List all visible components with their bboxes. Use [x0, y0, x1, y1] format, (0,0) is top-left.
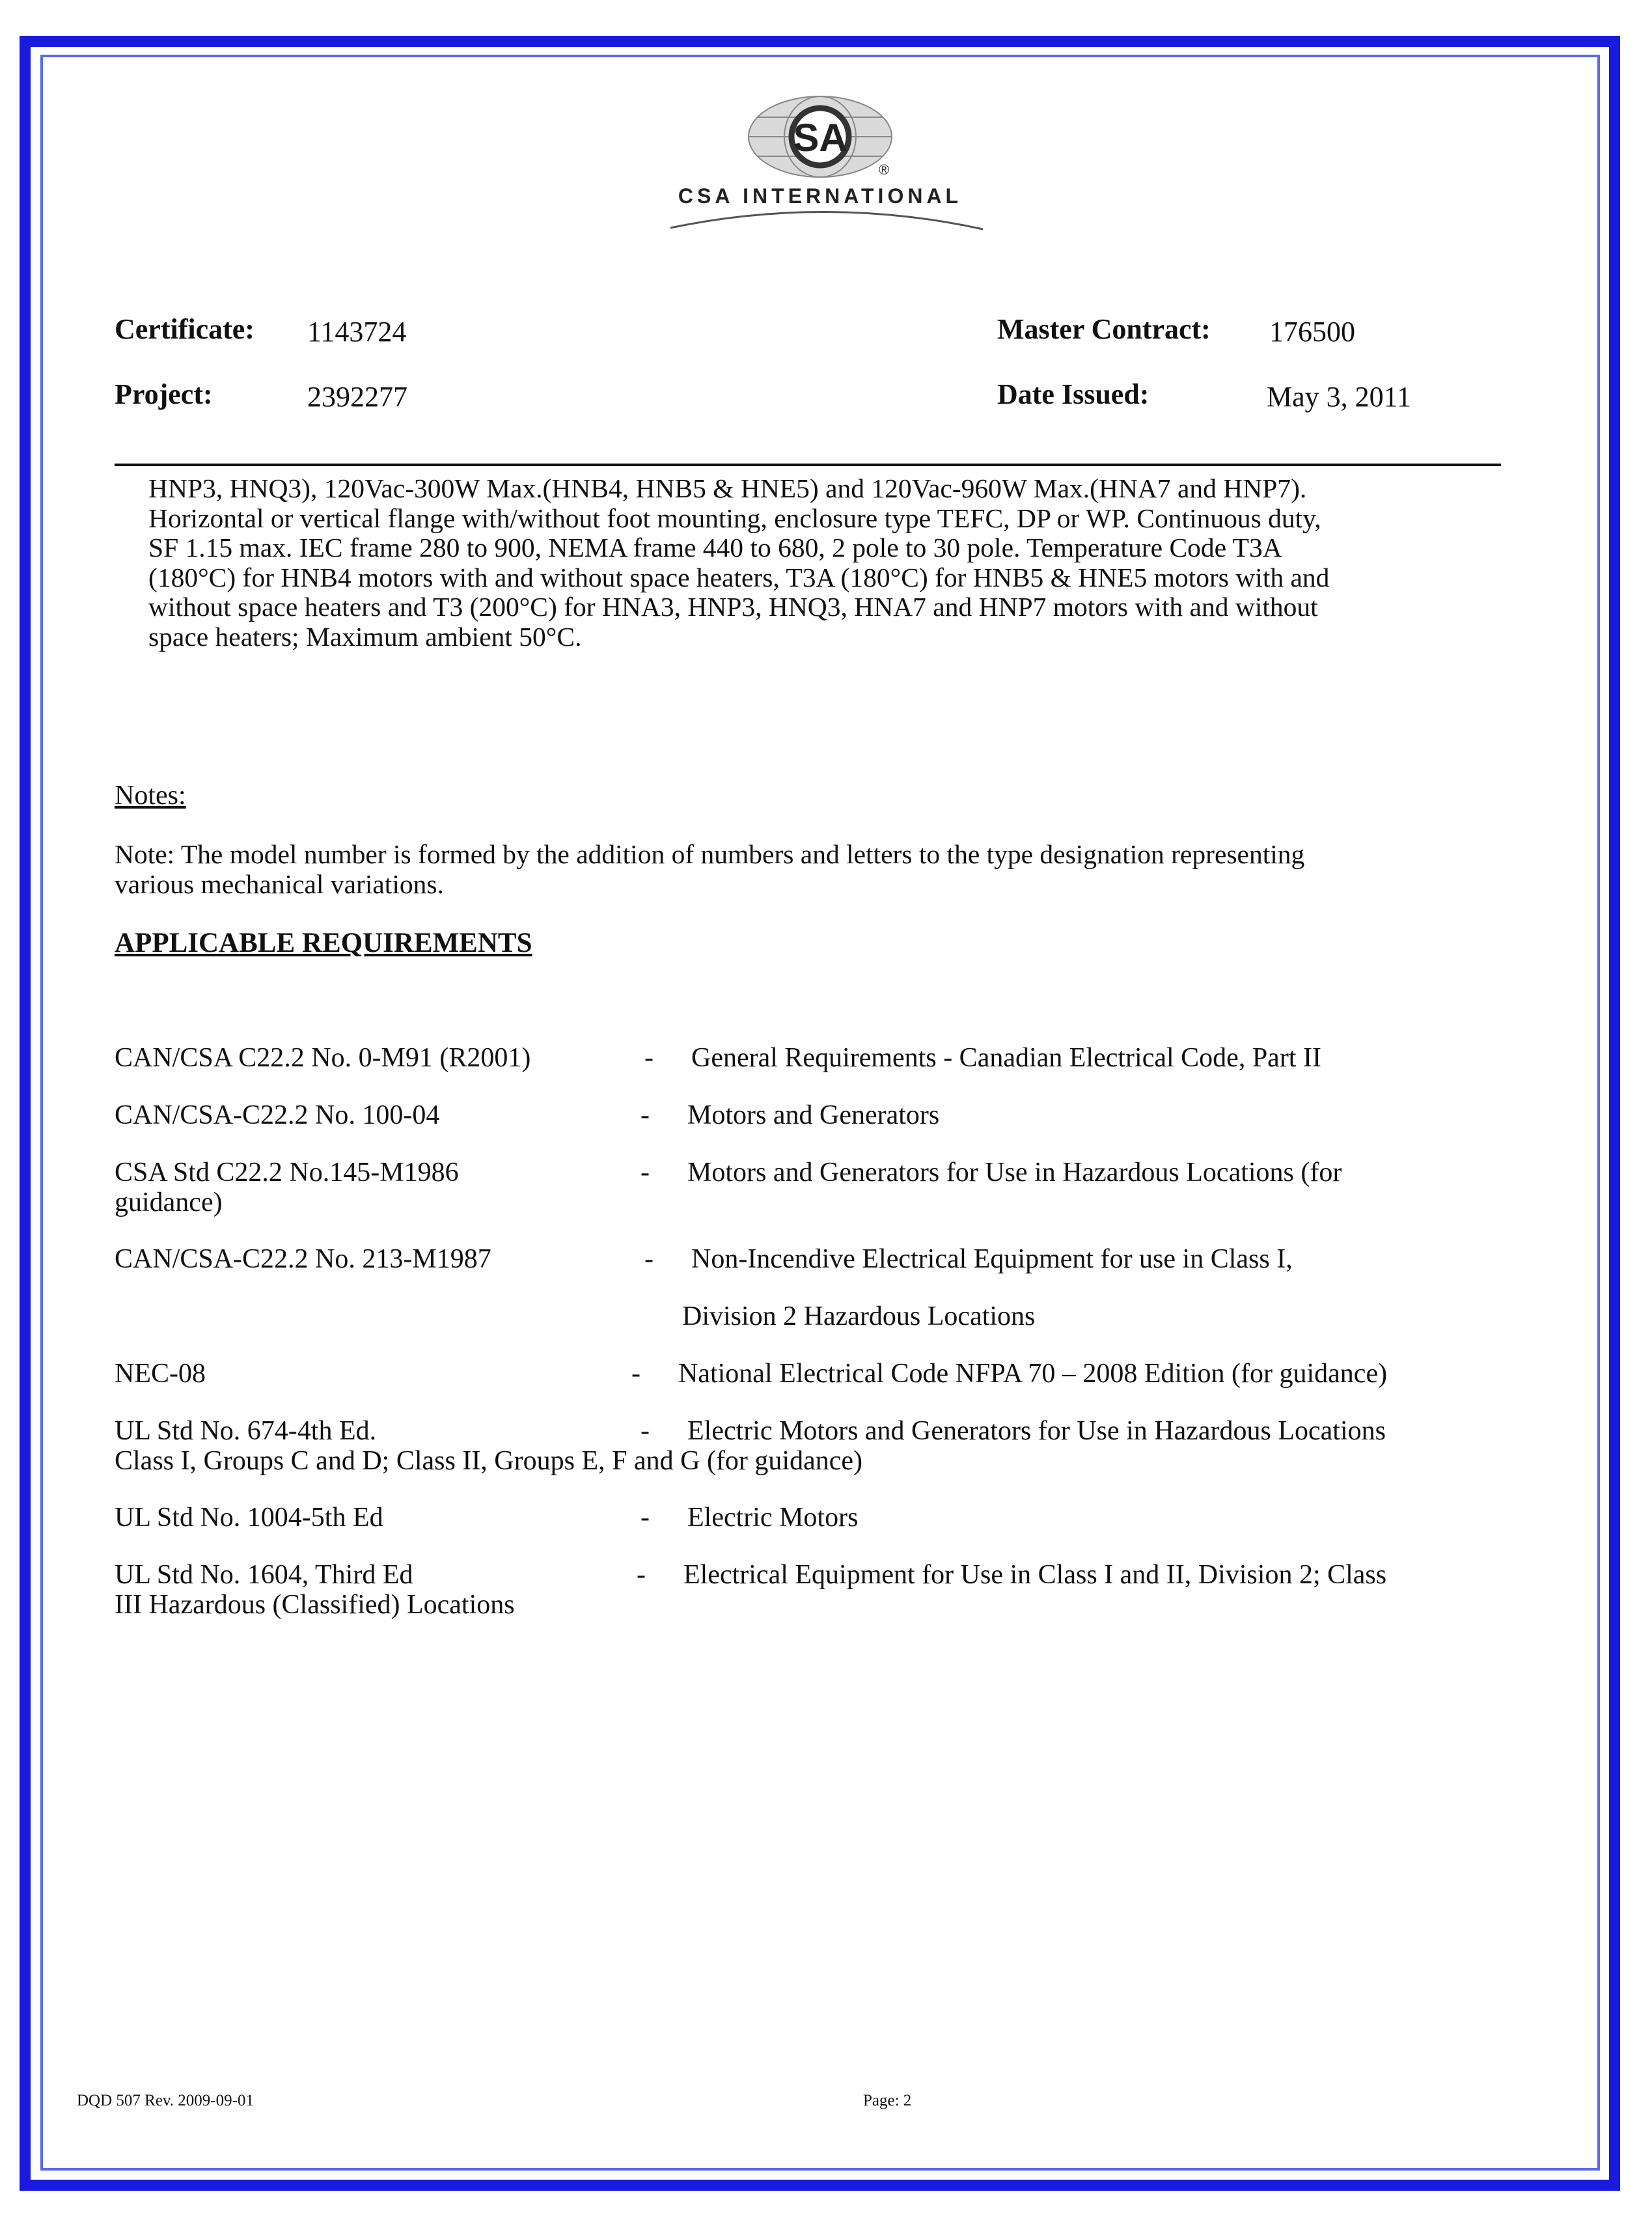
- req-title: Electric Motors and Generators for Use in Hazardous Locations: [687, 1416, 1386, 1446]
- req-dash: -: [631, 1359, 640, 1389]
- req-standard: CAN/CSA-C22.2 No. 213-M1987: [115, 1244, 491, 1274]
- req-standard: CSA Std C22.2 No.145-M1986: [115, 1158, 459, 1187]
- certificate-label: Certificate:: [115, 313, 255, 345]
- notes-title: Notes:: [115, 781, 186, 811]
- requirements-heading: APPLICABLE REQUIREMENTS: [115, 928, 532, 958]
- svg-text:®: ®: [879, 161, 890, 178]
- req-title-continued: Class I, Groups C and D; Class II, Groups E, F and G (for guidance): [115, 1446, 862, 1476]
- project-value: 2392277: [307, 381, 407, 413]
- certificate-value: 1143724: [307, 316, 407, 348]
- req-dash: -: [640, 1158, 650, 1187]
- note-line: various mechanical variations.: [115, 868, 444, 899]
- csa-logo: [664, 91, 989, 241]
- description-line: (180°C) for HNB4 motors with and without space heaters, T3A (180°C) for HNB5 & HNE5 motors with and: [148, 562, 1330, 592]
- req-title: Division 2 Hazardous Locations: [682, 1301, 1036, 1331]
- description-line: Horizontal or vertical flange with/without foot mounting, enclosure type TEFC, DP or WP. Continuous duty,: [148, 503, 1321, 533]
- master-contract-value: 176500: [1269, 316, 1355, 348]
- description-line: without space heaters and T3 (200°C) for HNA3, HNP3, HNQ3, HNA7 and HNP7 motors with and without: [148, 592, 1318, 622]
- footer-page-number: Page: 2: [863, 2092, 912, 2109]
- date-issued-label: Date Issued:: [997, 378, 1150, 410]
- header-divider: [115, 464, 1501, 466]
- req-title: Motors and Generators: [687, 1100, 940, 1130]
- date-issued-value: May 3, 2011: [1267, 381, 1412, 413]
- req-standard: CAN/CSA C22.2 No. 0-M91 (R2001): [115, 1043, 531, 1073]
- description-line: SF 1.15 max. IEC frame 280 to 900, NEMA frame 440 to 680, 2 pole to 30 pole. Temperature Code T3A: [148, 533, 1282, 562]
- req-standard: UL Std No. 674-4th Ed.: [115, 1416, 377, 1446]
- note-line: Note: The model number is formed by the addition of numbers and letters to the type designation representing: [115, 839, 1305, 869]
- description-line: space heaters; Maximum ambient 50°C.: [148, 621, 582, 652]
- master-contract-label: Master Contract:: [997, 313, 1211, 345]
- req-title: General Requirements - Canadian Electrical Code, Part II: [691, 1043, 1321, 1073]
- req-dash: -: [644, 1244, 654, 1274]
- req-title: Electric Motors: [687, 1503, 859, 1533]
- description-line: HNP3, HNQ3), 120Vac-300W Max.(HNB4, HNB5 & HNE5) and 120Vac-960W Max.(HNA7 and HNP7).: [148, 473, 1307, 503]
- req-standard: CAN/CSA-C22.2 No. 100-04: [115, 1100, 440, 1130]
- req-dash: -: [637, 1560, 646, 1590]
- req-title: National Electrical Code NFPA 70 – 2008 Edition (for guidance): [678, 1359, 1388, 1389]
- project-label: Project:: [115, 378, 213, 410]
- req-dash: -: [644, 1043, 654, 1073]
- req-title-continued: guidance): [115, 1187, 223, 1217]
- req-standard: UL Std No. 1604, Third Ed: [115, 1560, 413, 1590]
- logo-wordmark: CSA INTERNATIONAL: [678, 184, 963, 208]
- req-dash: -: [640, 1503, 650, 1533]
- notes-text: [115, 840, 1481, 899]
- req-title: Motors and Generators for Use in Hazardous Locations (for: [687, 1158, 1342, 1187]
- req-title-continued: III Hazardous (Classified) Locations: [115, 1590, 515, 1620]
- req-dash: -: [640, 1100, 650, 1130]
- req-standard: NEC-08: [115, 1359, 206, 1389]
- req-title: Non-Incendive Electrical Equipment for use in Class I,: [691, 1244, 1293, 1274]
- req-dash: -: [640, 1416, 650, 1446]
- req-title: Electrical Equipment for Use in Class I and II, Division 2; Class: [683, 1560, 1387, 1590]
- req-standard: UL Std No. 1004-5th Ed: [115, 1503, 383, 1533]
- product-description: [148, 474, 1483, 652]
- svg-text:SA: SA: [793, 116, 847, 160]
- footer-form-code: DQD 507 Rev. 2009-09-01: [77, 2092, 254, 2109]
